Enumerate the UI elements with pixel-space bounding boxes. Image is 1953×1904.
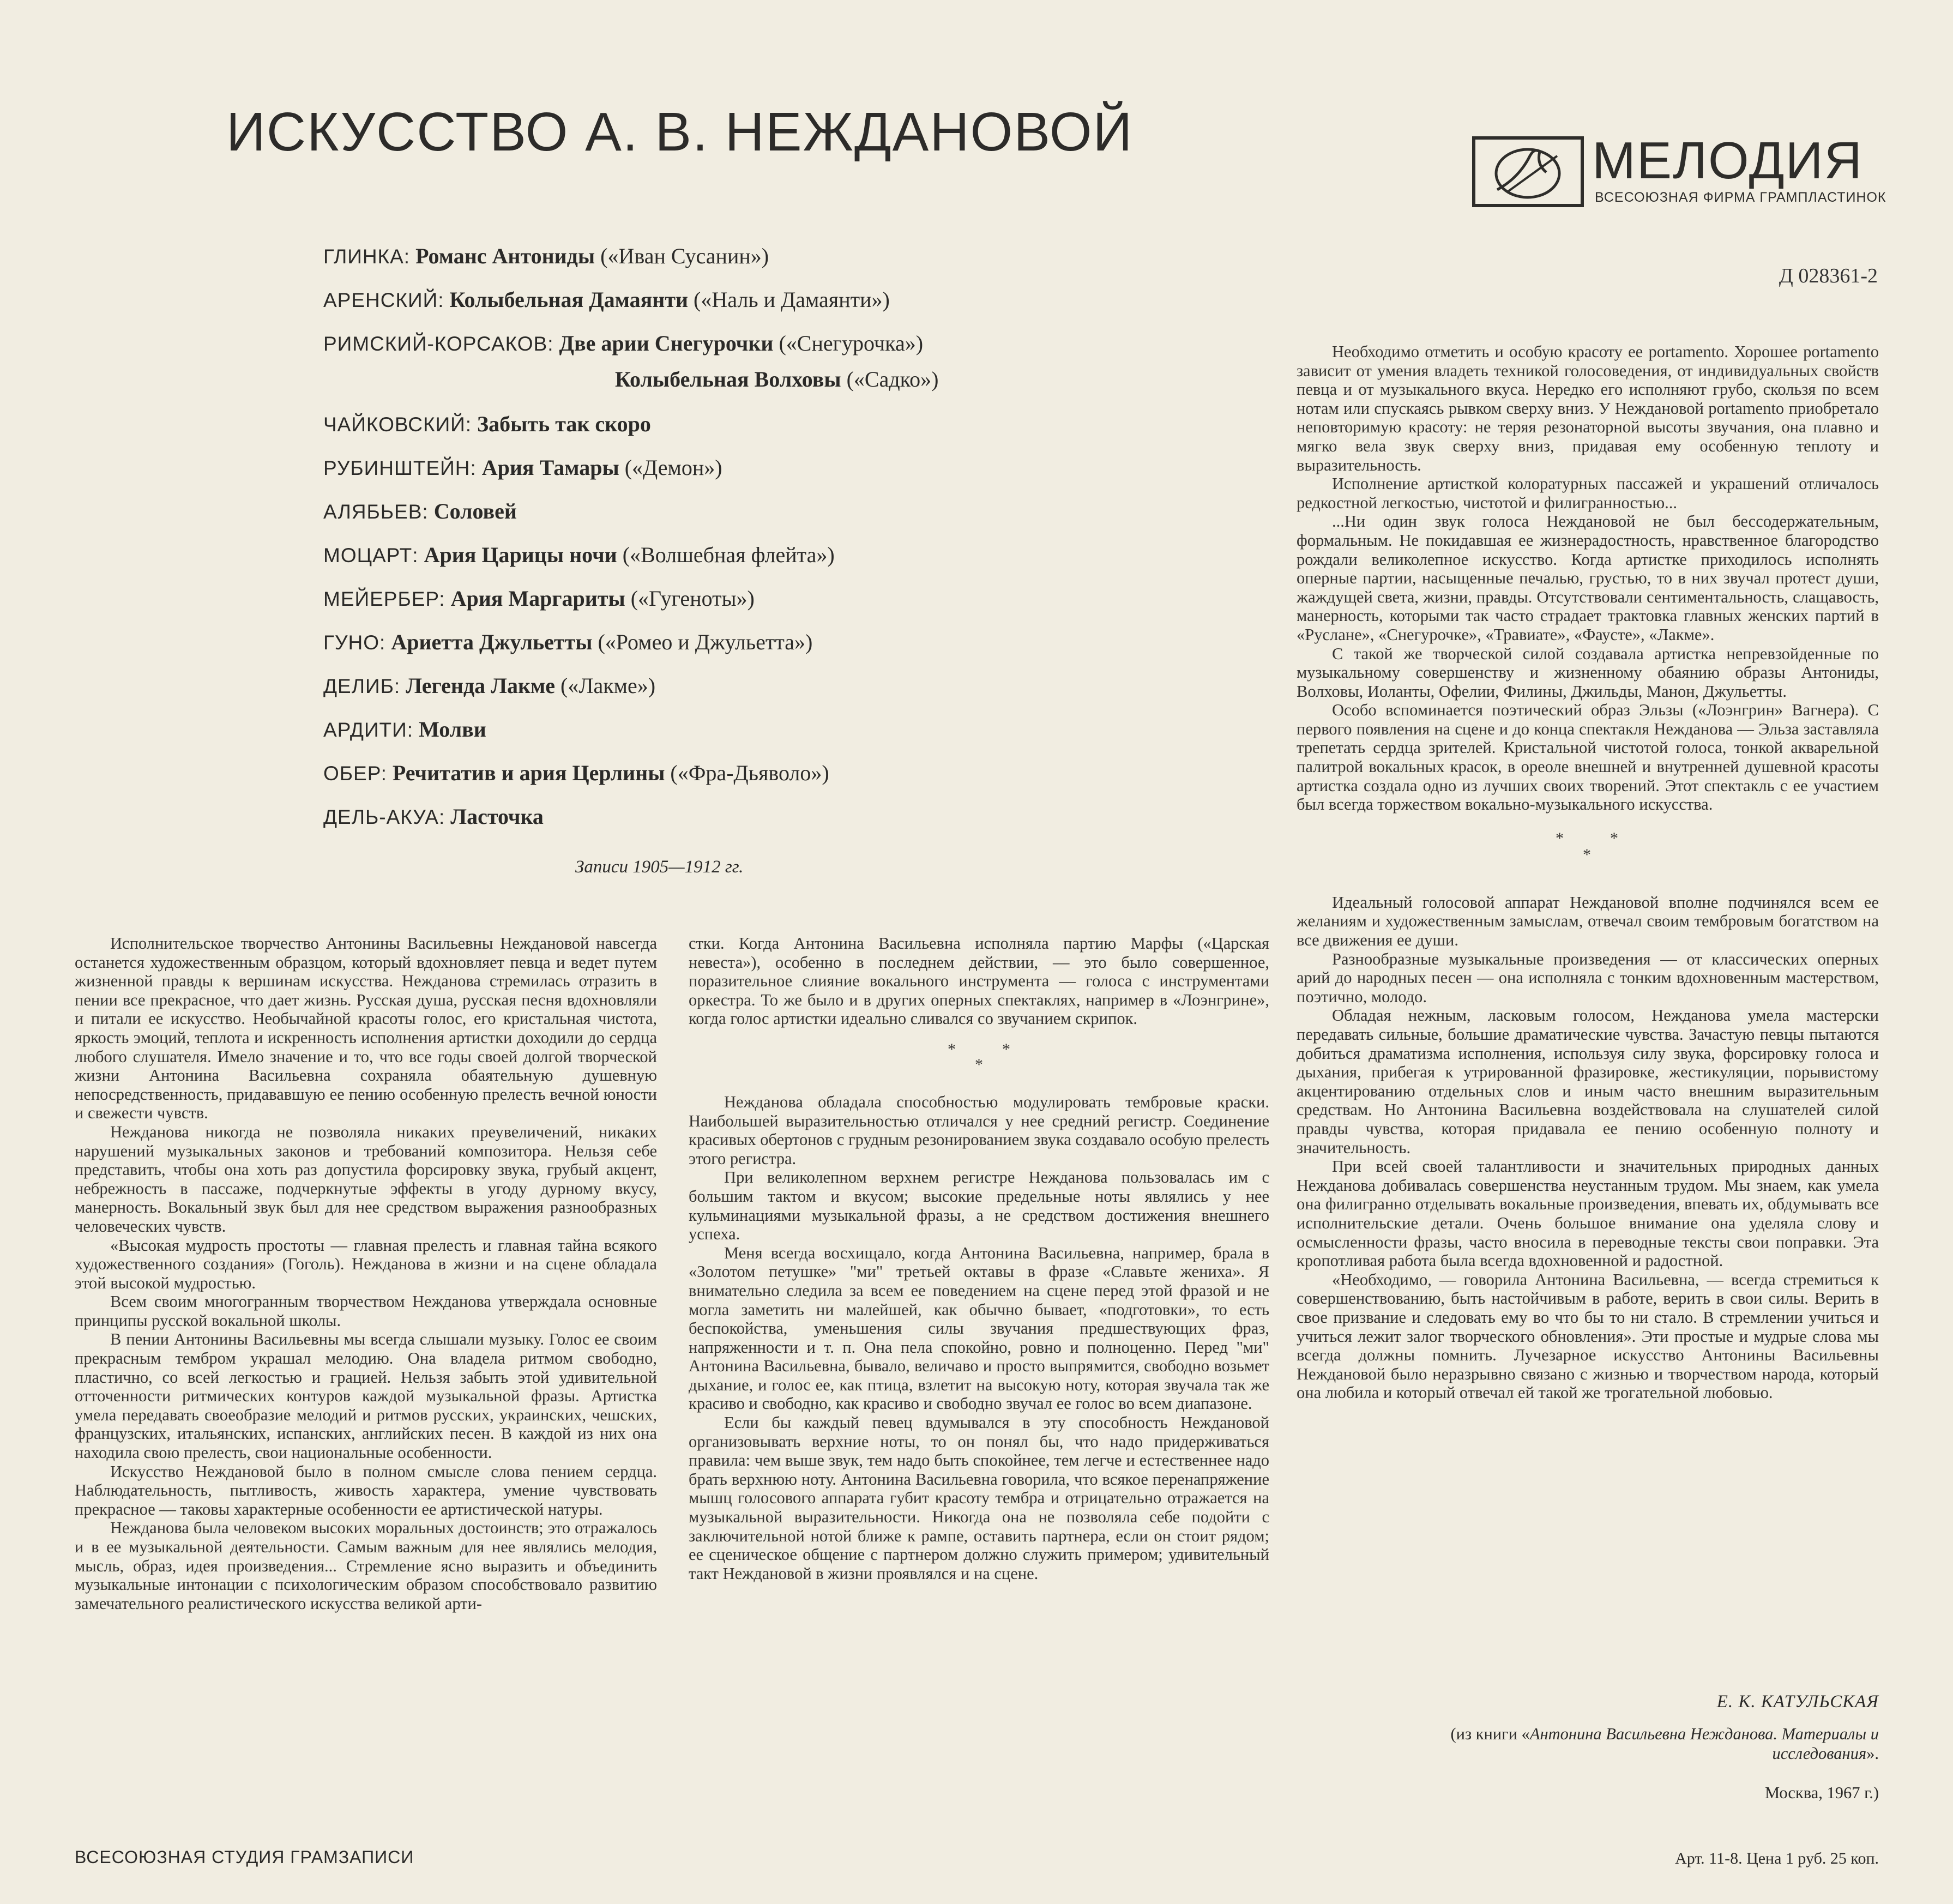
track-opera: («Фра-Дьяволо»)	[670, 761, 829, 785]
track-composer: ГУНО:	[323, 631, 386, 654]
paragraph: Обладая нежным, ласковым голосом, Нежданова умела мастерски передавать сильные, большие драматические чувства. Зачастую певцы пытаются добиться драматизма исполнения, используя силу звука, форсировку голоса и дыхания, прибегая к утрированной фразировке, жестикуляции, порывистому акцентированию отдельных слов и иным часто внешним выразительным средствам. Но Антонина Васильевна воздействовала на слушателей силой правды чувства, которая придавала ее пению особенную полноту и значительность.	[1297, 1006, 1879, 1157]
track-composer: МЕЙЕРБЕР:	[323, 588, 445, 610]
column-2-before-stars	[689, 934, 1269, 1028]
track-composer: АЛЯБЬЕВ:	[323, 501, 429, 523]
paragraph: Исполнение артисткой колоратурных пассажей и украшений отличалось редкостной легкостью, чистотой и филигранностью...	[1297, 474, 1879, 512]
track-item	[323, 402, 1305, 446]
text-column-2	[689, 934, 1269, 1583]
track-opera: («Наль и Дамаянти»)	[694, 287, 890, 312]
track-work: Ласточка	[450, 804, 544, 829]
track-item	[323, 795, 1305, 839]
track-opera: («Демон»)	[624, 455, 722, 480]
track-composer: ОБЕР:	[323, 762, 387, 785]
logo-name: МЕЛОДИЯ	[1592, 131, 1863, 190]
track-work: Колыбельная Дамаянти	[449, 287, 689, 312]
track-item	[323, 664, 1305, 708]
paragraph: Разнообразные музыкальные произведения — от классических оперных арий до народных песен — она исполняла с тонким вдохновенным мастерством, поэтично, молодо.	[1297, 949, 1879, 1006]
star-mark: *	[948, 1040, 956, 1058]
paragraph: При всей своей талантливости и значительных природных данных Нежданова добивалась совершенства неустанным трудом. Мы знаем, как умела она филигранно отделывать вокальные произведения, впевать их, обдумывать все исполнительские детали. Очень большое внимание она уделяла слову и осмысленности фразы, часто вносила в переводные тексты свои поправки. Эта кропотливая работа была всегда вдохновенной и радостной.	[1297, 1157, 1879, 1270]
paragraph: Особо вспоминается поэтический образ Эльзы («Лоэнгрин» Вагнера). С первого появления на сцене и до конца спектакля Нежданова — Эльза заставляла трепетать сердца зрителей. Кристальной чистотой голоса, тонкой акварельной палитрой вокальных красок, в ореоле внешней и внутренней душевной красоты артистка создала одно из лучших своих творений. Этот спектакль с ее участием был всегда торжеством вокально-музыкального искусства.	[1297, 701, 1879, 814]
paragraph: Нежданова никогда не позволяла никаких преувеличений, никаких нарушений музыкальных законов и требований композитора. Нельзя себе представить, чтобы она хоть раз допустила форсировку звука, грубый акцент, небрежность в пассаже, подчеркнутые эффекты в угоду дурному вкусу, манерность. Вокальный звук был для нее средством выражения разнообразных человеческих чувств.	[75, 1122, 657, 1236]
track-composer: АРДИТИ:	[323, 719, 414, 741]
track-composer: ГЛИНКА:	[323, 245, 411, 268]
paragraph: Нежданова была человеком высоких моральных достоинств; это отражалось и в ее музыкальной деятельности. Самым важным для нее являлись мелодия, мысль, образ, идея произведения... Стремление ясно выразить и объединить музыкальные интонации с психологическим образом способствовало развитию замечательного реалистического искусства великой арти-	[75, 1519, 657, 1613]
paragraph: В пении Антонины Васильевны мы всегда слышали музыку. Голос ее своим прекрасным тембром украшал мелодию. Она владела ритмом свободно, пластично, со всей легкостью и грацией. Нельзя забыть этой удивительной отточенности ритмических контуров каждой музыкальной фразы. Артистка умела передавать своеобразие мелодий и ритмов русских, украинских, чешских, французских, итальянских, испанских, английских песен. В каждой из них она находила свою прелесть, свои национальные особенности.	[75, 1330, 657, 1462]
track-work: Молви	[419, 717, 486, 742]
track-composer: АРЕНСКИЙ:	[323, 289, 444, 311]
paragraph: Если бы каждый певец вдумывался в эту способность Неждановой организовывать верхние ноты, то он понял бы, что надо придерживаться правила: чем выше звук, тем надо быть спокойнее, тем легче и естественнее надо брать верхнюю ноту. Антонина Васильевна говорила, что всякое перенапряжение мышц голосового аппарата губит красоту тембра и отрицательно отражается на музыкальной выразительности. Никогда она не позволяла себе подойти с заключительной нотой ближе к рампе, оставить партнера, если он стоит рядом; ее сценическое общение с партнером должно служить примером; удивительный такт Неждановой в жизни проявлялся и на сцене.	[689, 1413, 1269, 1583]
logo-subtitle: ВСЕСОЮЗНАЯ ФИРМА ГРАМПЛАСТИНОК	[1595, 190, 1886, 205]
price-info: Арт. 11-8. Цена 1 руб. 25 коп.	[1675, 1849, 1879, 1867]
track-list	[323, 234, 1305, 839]
track-opera: («Ромео и Джульетта»)	[598, 630, 813, 654]
track-item	[323, 278, 1305, 322]
text-column-3	[1297, 342, 1879, 1402]
track-work: Две арии Снегурочки	[559, 331, 774, 356]
track-opera: («Снегурочка»)	[779, 331, 924, 356]
track-item	[323, 751, 1305, 795]
track-work: Романс Антониды	[415, 244, 595, 268]
track-item	[323, 708, 1305, 751]
paragraph: Нежданова обладала способностью модулировать тембровые краски. Наибольшей выразительностью отличался у нее средний регистр. Соединение красивых обертонов с грудным резонированием звука создавало особую прелесть этого регистра.	[689, 1092, 1269, 1168]
column-2-after-stars	[689, 1093, 1269, 1583]
track-item	[615, 358, 1305, 402]
track-work: Колыбельная Волховы	[615, 367, 841, 391]
melodiya-logo	[1472, 131, 1886, 207]
track-item	[323, 620, 1305, 664]
star-mark: *	[1002, 1040, 1010, 1058]
paragraph: Искусство Неждановой было в полном смысле слова пением сердца. Наблюдательность, пытливость, живость характера, умение чувствовать прекрасное — таковы характерные особенности ее артистической натуры.	[75, 1462, 657, 1519]
column-3-before-stars	[1297, 342, 1879, 814]
track-work: Забыть так скоро	[477, 412, 651, 436]
track-composer: РИМСКИЙ-КОРСАКОВ:	[323, 333, 554, 355]
melodiya-emblem-svg	[1475, 140, 1581, 204]
paragraph: «Высокая мудрость простоты — главная прелесть и главная тайна всякого художественного создания» (Гоголь). Нежданова в жизни и на сцене обладала этой высокой мудростью.	[75, 1236, 657, 1292]
track-item	[323, 446, 1305, 490]
paragraph: С такой же творческой силой создавала артистка непревзойденные по музыкальному совершенству и жизненному обаянию образы Антониды, Волховы, Иоланты, Офелии, Филины, Джильды, Манон, Джульетты.	[1297, 644, 1879, 701]
author-signature: Е. К. КАТУЛЬСКАЯ	[1716, 1692, 1879, 1712]
track-composer: МОЦАРТ:	[323, 544, 419, 567]
paragraph: Исполнительское творчество Антонины Васильевны Неждановой навсегда останется художественным образцом, который вдохновляет певца и ведет путем жизненной правды к вершинам искусства. Нежданова стремилась отразить в пении все прекрасное, что дает жизнь. Русская душа, русская песня вдохновляли и питали ее искусство. Необычайной красоты голос, его кристальная чистота, яркость эмоций, теплота и искренность исполнения артистки доходили до сердца любого слушателя. Имело значение и то, что все годы своей долгой творческой жизни Антонина Васильевна сохраняла обаятельную душевную непосредственность, придававшую ее пению особенную прелесть вечной юности и свежести чувств.	[75, 934, 657, 1123]
star-mark: *	[1583, 845, 1591, 864]
track-item	[323, 490, 1305, 533]
source-suffix: ».	[1866, 1744, 1879, 1763]
paragraph: ...Ни один звук голоса Неждановой не был бессодержательным, формальным. Не покидавшая ее жизнерадостность, нравственное благородство рождали великолепное искусство. Когда артистке приходилось исполнять оперные партии, насыщенные печалью, грустью, то в них звучал протест души, жаждущей света, жизни, правды. Отсутствовали сентиментальность, слащавость, манерность, которыми так часто страдает трактовка главных женских партий в «Руслане», «Снегурочке», «Травиате», «Фаусте», «Лакме».	[1297, 512, 1879, 644]
track-composer: ЧАЙКОВСКИЙ:	[323, 413, 472, 436]
section-divider-stars	[1297, 814, 1879, 893]
source-city-year: Москва, 1967 г.)	[1765, 1784, 1879, 1802]
catalog-number: Д 028361-2	[1779, 264, 1878, 287]
track-opera: («Лакме»)	[560, 673, 656, 698]
star-mark: *	[975, 1055, 983, 1074]
studio-name: ВСЕСОЮЗНАЯ СТУДИЯ ГРАМЗАПИСИ	[75, 1847, 414, 1867]
section-divider-stars	[689, 1028, 1269, 1093]
track-composer: ДЕЛЬ-АКУА:	[323, 806, 445, 828]
paragraph: Всем своим многогранным творчеством Нежданова утверждала основные принципы русской вокальной школы.	[75, 1292, 657, 1330]
melodiya-emblem-icon	[1472, 136, 1584, 207]
track-item	[323, 577, 1305, 620]
track-work: Речитатив и ария Церлины	[392, 761, 665, 785]
track-work: Ария Маргариты	[450, 586, 625, 611]
text-column-1	[75, 934, 657, 1613]
page-title: ИСКУССТВО А. В. НЕЖДАНОВОЙ	[226, 101, 1134, 162]
track-work: Соловей	[433, 499, 517, 523]
source-book-title: Антонина Васильевна Нежданова. Материалы и исследования	[1529, 1725, 1879, 1763]
track-opera: («Иван Сусанин»)	[600, 244, 769, 268]
track-item	[323, 533, 1305, 577]
recordings-note: Записи 1905—1912 гг.	[575, 857, 744, 877]
track-opera: («Гугеноты»)	[630, 586, 755, 611]
track-opera: («Волшебная флейта»)	[622, 543, 835, 567]
star-mark: *	[1556, 829, 1564, 847]
source-citation	[1388, 1724, 1879, 1803]
track-work: Ариетта Джульетты	[391, 630, 593, 654]
paragraph: стки. Когда Антонина Васильевна исполняла партию Марфы («Царская невеста»), особенно в последнем действии, — это было совершенное, поразительное слияние вокального инструмента — голоса с инструментами оркестра. То же было и в других оперных спектаклях, например в «Лоэнгрине», когда голос артистки идеально сливался со звучанием скрипок.	[689, 934, 1269, 1028]
track-composer: РУБИНШТЕЙН:	[323, 457, 477, 479]
column-3-after-stars	[1297, 893, 1879, 1402]
track-opera: («Садко»)	[846, 367, 939, 391]
paragraph: Идеальный голосовой аппарат Неждановой вполне подчинялся всем ее желаниям и художественным замыслам, отвечал своим тембровым богатством на все движения ее души.	[1297, 893, 1879, 950]
paragraph: При великолепном верхнем регистре Нежданова пользовалась им с большим тактом и вкусом; высокие предельные ноты являлись у нее кульминациями музыкальной фразы, а не средством достижения внешнего успеха.	[689, 1168, 1269, 1244]
paragraph: Необходимо отметить и особую красоту ее portamento. Хорошее portamento зависит от умения владеть техникой голосоведения, от индивидуальных свойств певца и от музыкального вкуса. Нередко его исполняют грубо, скользя по всем нотам или спускаясь рывком сверху вниз. У Неждановой portamento приобретало неповторимую красоту: не теряя резонаторной высоты звучания, она плавно и мягко вела звук сверху вниз, придавая ему особенную теплоту и выразительность.	[1297, 342, 1879, 474]
track-work: Ария Царицы ночи	[424, 543, 617, 567]
track-work: Ария Тамары	[481, 455, 619, 480]
track-work: Легенда Лакме	[406, 673, 555, 698]
source-prefix: (из книги «	[1450, 1725, 1530, 1743]
paragraph: «Необходимо, — говорила Антонина Васильевна, — всегда стремиться к совершенствованию, быть настойчивым в работе, верить в свои силы. Верить в свое призвание и следовать ему во что бы то ни стало. В стремлении учиться и учиться лежит залог творческого обновления». Эти простые и мудрые слова мы всегда должны помнить. Лучезарное искусство Антонины Васильевны Неждановой было неразрывно связано с жизнью и творчеством народа, который она любила и который отвечал ей такой же трогательной любовью.	[1297, 1270, 1879, 1402]
paragraph: Меня всегда восхищало, когда Антонина Васильевна, например, брала в «Золотом петушке» "ми" третьей октавы в фразе «Славьте жениха». Я внимательно следила за всем ее поведением на сцене перед этой фразой и не могла заметить ни малейшей, как обычно бывает, «подготовки», то есть беспокойства, уменьшения силы звучания предшествующих фраз, напряженности и т. п. Она пела спокойно, ровно и полноценно. Перед "ми" Антонина Васильевна, бывало, величаво и просто выпрямится, свободно возьмет дыхание, и голос ее, как птица, взлетит на высокую ноту, которая звучала так же красиво и свободно, как красиво и свободно звучал ее голос во всем диапазоне.	[689, 1243, 1269, 1413]
track-composer: ДЕЛИБ:	[323, 675, 401, 697]
track-item	[323, 234, 1305, 278]
star-mark: *	[1610, 829, 1618, 847]
